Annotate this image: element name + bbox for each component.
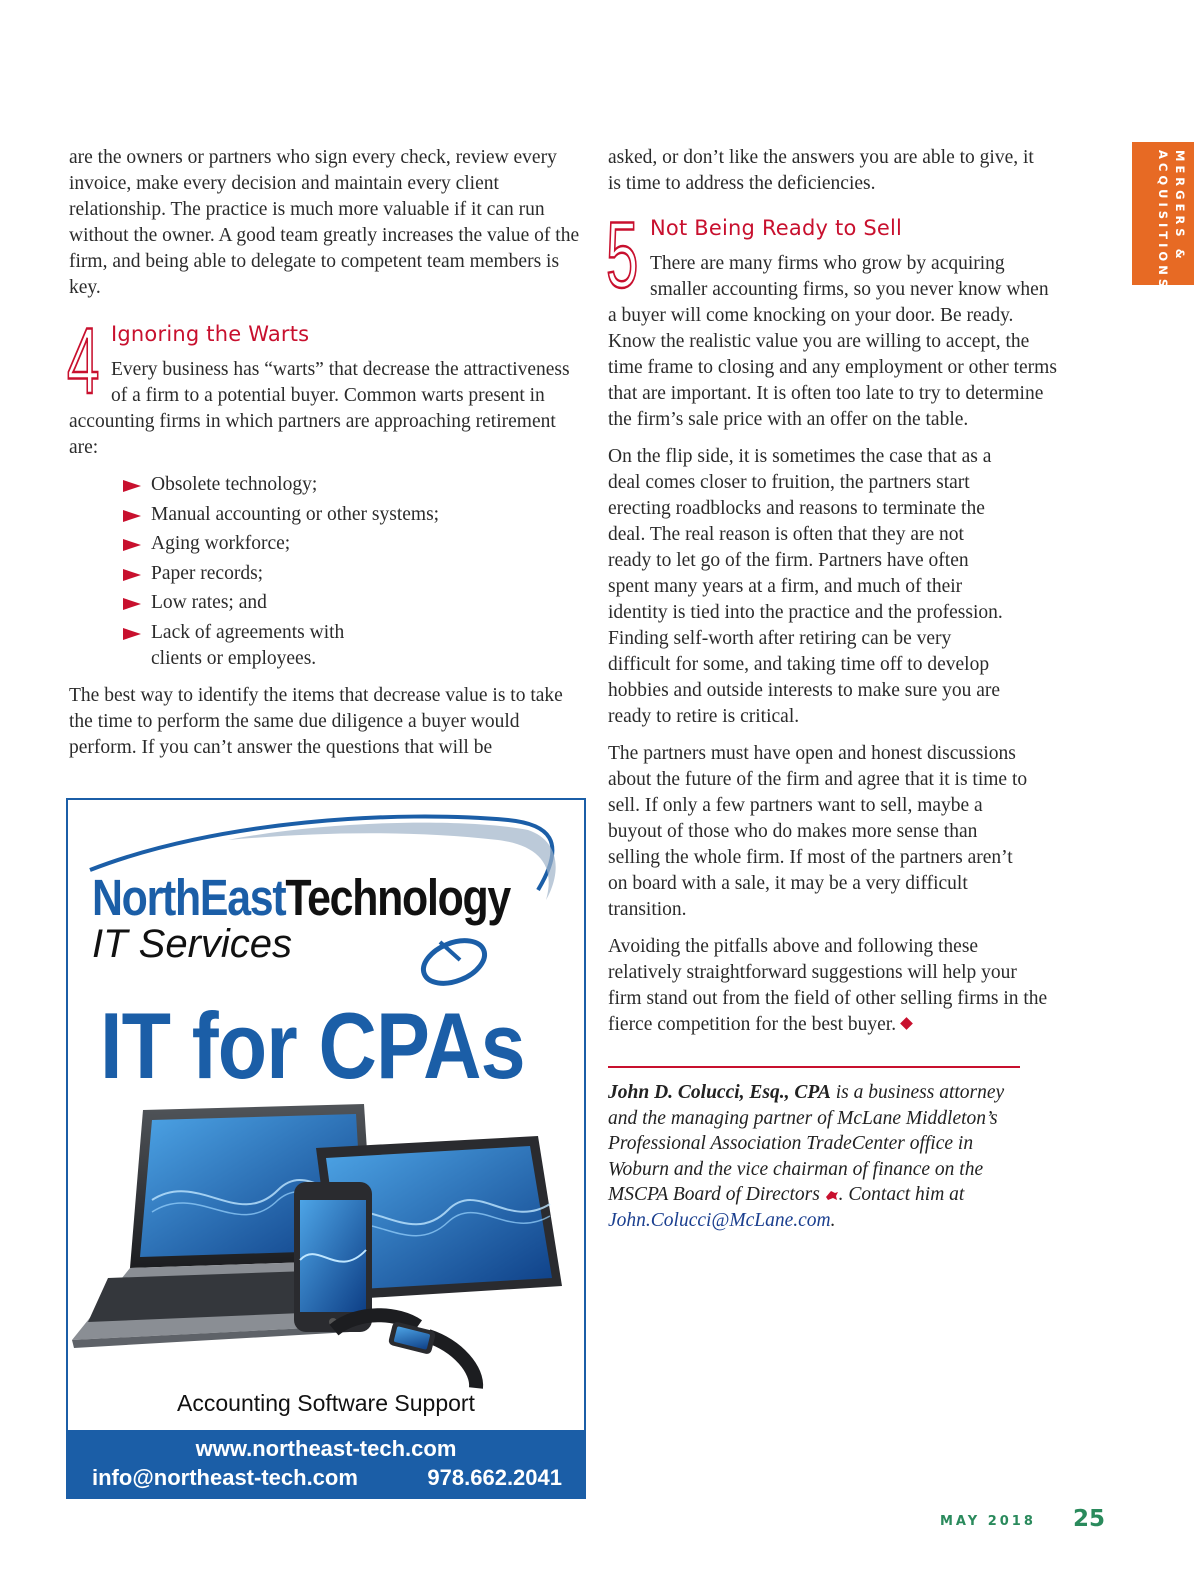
ad-services: IT Services	[92, 922, 293, 966]
left-column	[69, 145, 581, 772]
section-4	[67, 308, 581, 461]
list-item: Lack of agreements with clients or employees.	[123, 620, 381, 672]
list-item: Low rates; and	[123, 590, 581, 616]
section-4-paragraph-1: Every business has “warts” that decrease the attractiveness of a firm to a potential buyer. Common warts present in accounting firms in which partners are approaching retirement are:	[69, 359, 570, 458]
mscpa-logo-icon	[825, 1189, 839, 1201]
list-item: Manual accounting or other systems;	[123, 502, 581, 528]
list-item: Aging workforce;	[123, 531, 581, 557]
triangle-bullet-icon	[123, 539, 141, 551]
section-5-title: Not Being Ready to Sell	[650, 216, 903, 240]
list-item: Paper records;	[123, 561, 581, 587]
ad-brand: NorthEastTechnology	[92, 869, 510, 926]
triangle-bullet-icon	[123, 480, 141, 492]
right-column	[608, 145, 1060, 1233]
section-5-paragraph-3: The partners must have open and honest discussions about the future of the firm and agree that it is time to sell. If only a few partners want to sell, maybe a buyout of those who do makes more sense than selling the whole firm. If most of the partners aren’t on board with a sale, it may be a very difficult transition.	[608, 743, 1028, 920]
section-4-number: 4	[67, 308, 100, 413]
page-number: 25	[1073, 1506, 1106, 1532]
section-5-number: 5	[606, 202, 639, 307]
section-side-tab	[1132, 142, 1194, 292]
footer-date: MAY 2018	[940, 1514, 1036, 1529]
intro-paragraph: are the owners or partners who sign every check, review every invoice, make every decision and maintain every client relationship. The practice is much more valuable if it can run without the owner. A good team greatly increases the value of the firm, and being able to delegate to competent team members is key.	[69, 147, 580, 298]
mouse-icon	[417, 932, 491, 991]
section-5	[606, 202, 1060, 433]
triangle-bullet-icon	[123, 598, 141, 610]
devices-image	[68, 1100, 584, 1390]
ad-software-line: Accounting Software Support	[177, 1390, 475, 1416]
section-5-paragraph-1: There are many firms who grow by acquiring smaller accounting firms, so you never know when a buyer will come knocking on your door. Be ready. Know the realistic value you are willing to accept, the time frame to closing and any employment or other terms that are important. It is often too late to try to determine the firm’s sale price with an offer on the table.	[608, 253, 1057, 430]
bio-divider	[608, 1066, 1020, 1068]
section-4-title: Ignoring the Warts	[111, 322, 310, 346]
side-tab-label: MERGERS & ACQUISITIONS	[1156, 150, 1187, 292]
continuation-paragraph: asked, or don’t like the answers you are able to give, it is time to address the deficiencies.	[608, 147, 1034, 194]
section-5-paragraph-2: On the flip side, it is sometimes the case that as a deal comes closer to fruition, the partners start erecting roadblocks and reasons to terminate the deal. The real reason is often that they are not ready to let go of the firm. Partners have often spent many years at a firm, and much of their identity is tied into the practice and the profession. Finding self-worth after retiring can be very difficult for some, and taking time off to develop hobbies and outside interests to make sure you are ready to retire is critical.	[608, 446, 1003, 727]
author-bio: John D. Colucci, Esq., CPA is a business attorney and the managing partner of McLane Middleton’s Professional Association TradeCenter office in Woburn and the vice chairman of finance on the MSCPA Board of Directors . Contact him at John.Colucci@McLane.com.	[608, 1082, 1005, 1231]
ad-headline: IT for CPAs	[100, 993, 525, 1098]
ad-phone-number[interactable]: 978.662.2041	[427, 1465, 562, 1490]
end-diamond-icon	[900, 1017, 913, 1030]
northeast-technology-ad[interactable]	[66, 798, 586, 1499]
ad-contact-bar	[68, 1430, 584, 1497]
warts-list	[123, 472, 581, 672]
triangle-bullet-icon	[123, 569, 141, 581]
triangle-bullet-icon	[123, 510, 141, 522]
author-name: John D. Colucci, Esq., CPA	[608, 1082, 831, 1103]
list-item: Obsolete technology;	[123, 472, 581, 498]
section-4-paragraph-2: The best way to identify the items that decrease value is to take the time to perform the same due diligence a buyer would perform. If you can’t answer the questions that will be	[69, 684, 563, 758]
ad-email-link[interactable]: info@northeast-tech.com	[92, 1465, 358, 1490]
triangle-bullet-icon	[123, 628, 141, 640]
author-email-link[interactable]: John.Colucci@McLane.com	[608, 1209, 831, 1231]
ad-website-link[interactable]: www.northeast-tech.com	[195, 1436, 457, 1461]
section-5-paragraph-4: Avoiding the pitfalls above and following these relatively straightforward suggestions will help your firm stand out from the field of other selling firms in the fierce competition for the best buyer.	[608, 936, 1048, 1035]
phone-icon	[294, 1182, 372, 1332]
